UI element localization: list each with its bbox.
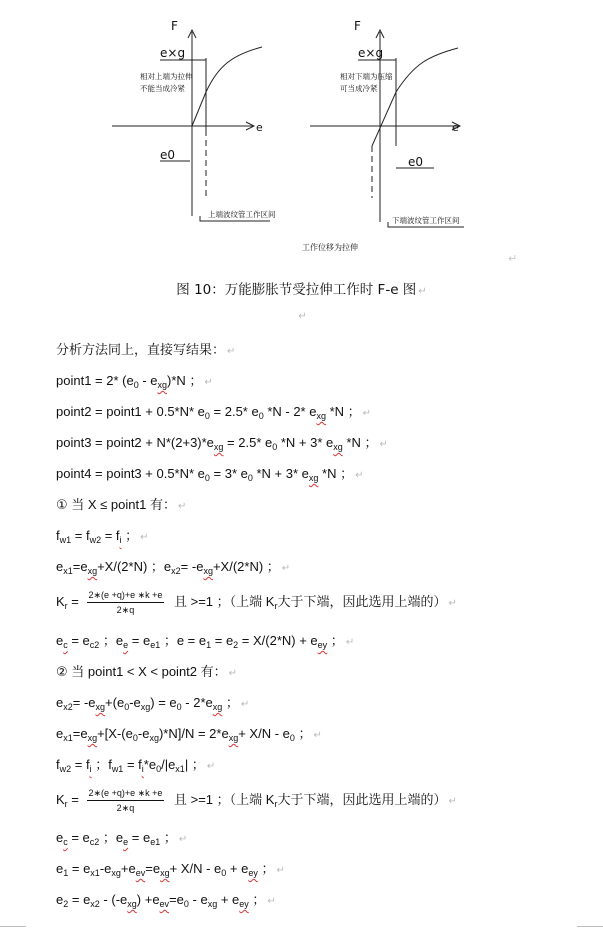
right-note-line2: 可当成冷紧 [340,84,378,93]
f-e-diagram [0,0,603,270]
left-note-line1: 相对上端为拉伸 [140,72,193,81]
page-corner-left [0,926,26,927]
text-line-ec1: $e_c = e_{c2}$ ；$e_e = e_{e1}$ ；$e = e_1 = e_2 = X/(2*N) + e_{ey}$ ； ↵ [56,633,355,650]
text-line-ec2: $e_c = e_{c2}$ ；$e_e = e_{e1}$ ； ↵ [56,830,188,847]
left-note-line2: 不能当成冷紧 [140,84,185,93]
page-corner-right [577,926,603,927]
right-exg-label: e×g [358,46,384,60]
text-line-ex: $e_{x1}=e_{xg}+X/(2*N)$ ；$e_{x2}= -e_{xg}+X/(2*N)$ ； ↵ [56,559,291,576]
right-range-label: 下端波纹管工作区间 [392,216,460,225]
kr-fraction: $\frac{2∗(e +q)+e ∗k +e}{2∗q}$ [88,788,163,813]
bottom-label: 工作位移为拉伸 [302,243,358,252]
kr-fraction: $\frac{2∗(e +q)+e ∗k +e}{2∗q}$ [88,590,163,615]
paragraph-mark: ↵ [298,311,307,322]
text-line-ex1: $e_{x1}=e_{xg}+[X-(e_0-e_{xg})*N]/N = 2*e_{xg}+ X/N - e_0$ ； ↵ [56,726,322,743]
text-line-point1: point1 = 2* $(e_0 - e_{xg})*N$ ； ↵ [56,373,213,390]
left-curve [192,47,262,126]
text-line-fw2: $f_{w2} = f_i$ ；$f_{w1} = f_i*e_0/|e_{x1}|$ ； ↵ [56,757,216,774]
text-line-intro: 分析方法同上，直接写结果： ↵ [56,342,236,357]
right-note-line1: 相对下端为压缩 [340,72,393,81]
text-line-point3: point3 = point2 + $N*(2+3)*e_{xg} = 2.5*$ $e_0$ *N + 3* $e_{xg}$ *N ； ↵ [56,435,388,452]
right-f-label: F [354,19,361,33]
text-line-e1: $e_1 = e_{x1}-e_{xg}+e_{ev}=e_{xg}+ X/N - e_0 + e_{ey}$ ； ↵ [56,861,285,878]
text-line-point2: point2 = point1 + 0.5*N* $e_0 = 2.5*$ $e_0$ *N - 2* $e_{xg}$ *N ； ↵ [56,404,372,421]
left-f-label: F [171,19,178,33]
right-curve [372,48,458,146]
right-e-label: e [452,121,459,134]
left-exg-label: e×g [160,46,186,60]
caption-text: 图 10：万能膨胀节受拉伸工作时 F-e 图 [176,282,417,298]
left-e0-label: e0 [160,148,176,162]
empty-paragraph [0,306,603,324]
text-line-fw: $f_{w1} = f_{w2} = f_i$ ； ↵ [56,528,149,545]
text-line-ex2: $e_{x2}= -e_{xg}+(e_0-e_{xg}) = e_0 - 2*e_{xg}$ ； ↵ [56,695,250,712]
text-line-kr2: $K_r$ = $\frac{2∗(e +q)+e ∗k +e}{2∗q}$ 且 >=1 ；（上端 $K_r$大于下端，因此选用上端的） ↵ [56,788,457,813]
left-e-label: e [256,121,263,134]
text-line-case1: ① 当 X ≤ point1 有： ↵ [56,497,187,512]
right-e0-label: e0 [408,155,424,169]
left-range-label: 上端波纹管工作区间 [208,210,276,219]
figure-caption [0,278,603,298]
text-line-point4: point4 = point3 + 0.5*N* $e_0 = 3*$ $e_0$ *N + 3* $e_{xg}$ *N ； ↵ [56,466,364,483]
text-line-e2: $e_2 = e_{x2} - (-e_{xg}) +e_{ev}=e_0 - e_{xg} + e_{ey}$ ； ↵ [56,892,276,909]
paragraph-mark: ↵ [418,286,427,297]
text-line-kr1: $K_r$ = $\frac{2∗(e +q)+e ∗k +e}{2∗q}$ 且 >=1 ；（上端 $K_r$大于下端，因此选用上端的） ↵ [56,590,457,615]
text-line-case2: ② 当 point1 < X < point2 有： ↵ [56,664,238,679]
paragraph-mark: ↵ [508,252,518,265]
